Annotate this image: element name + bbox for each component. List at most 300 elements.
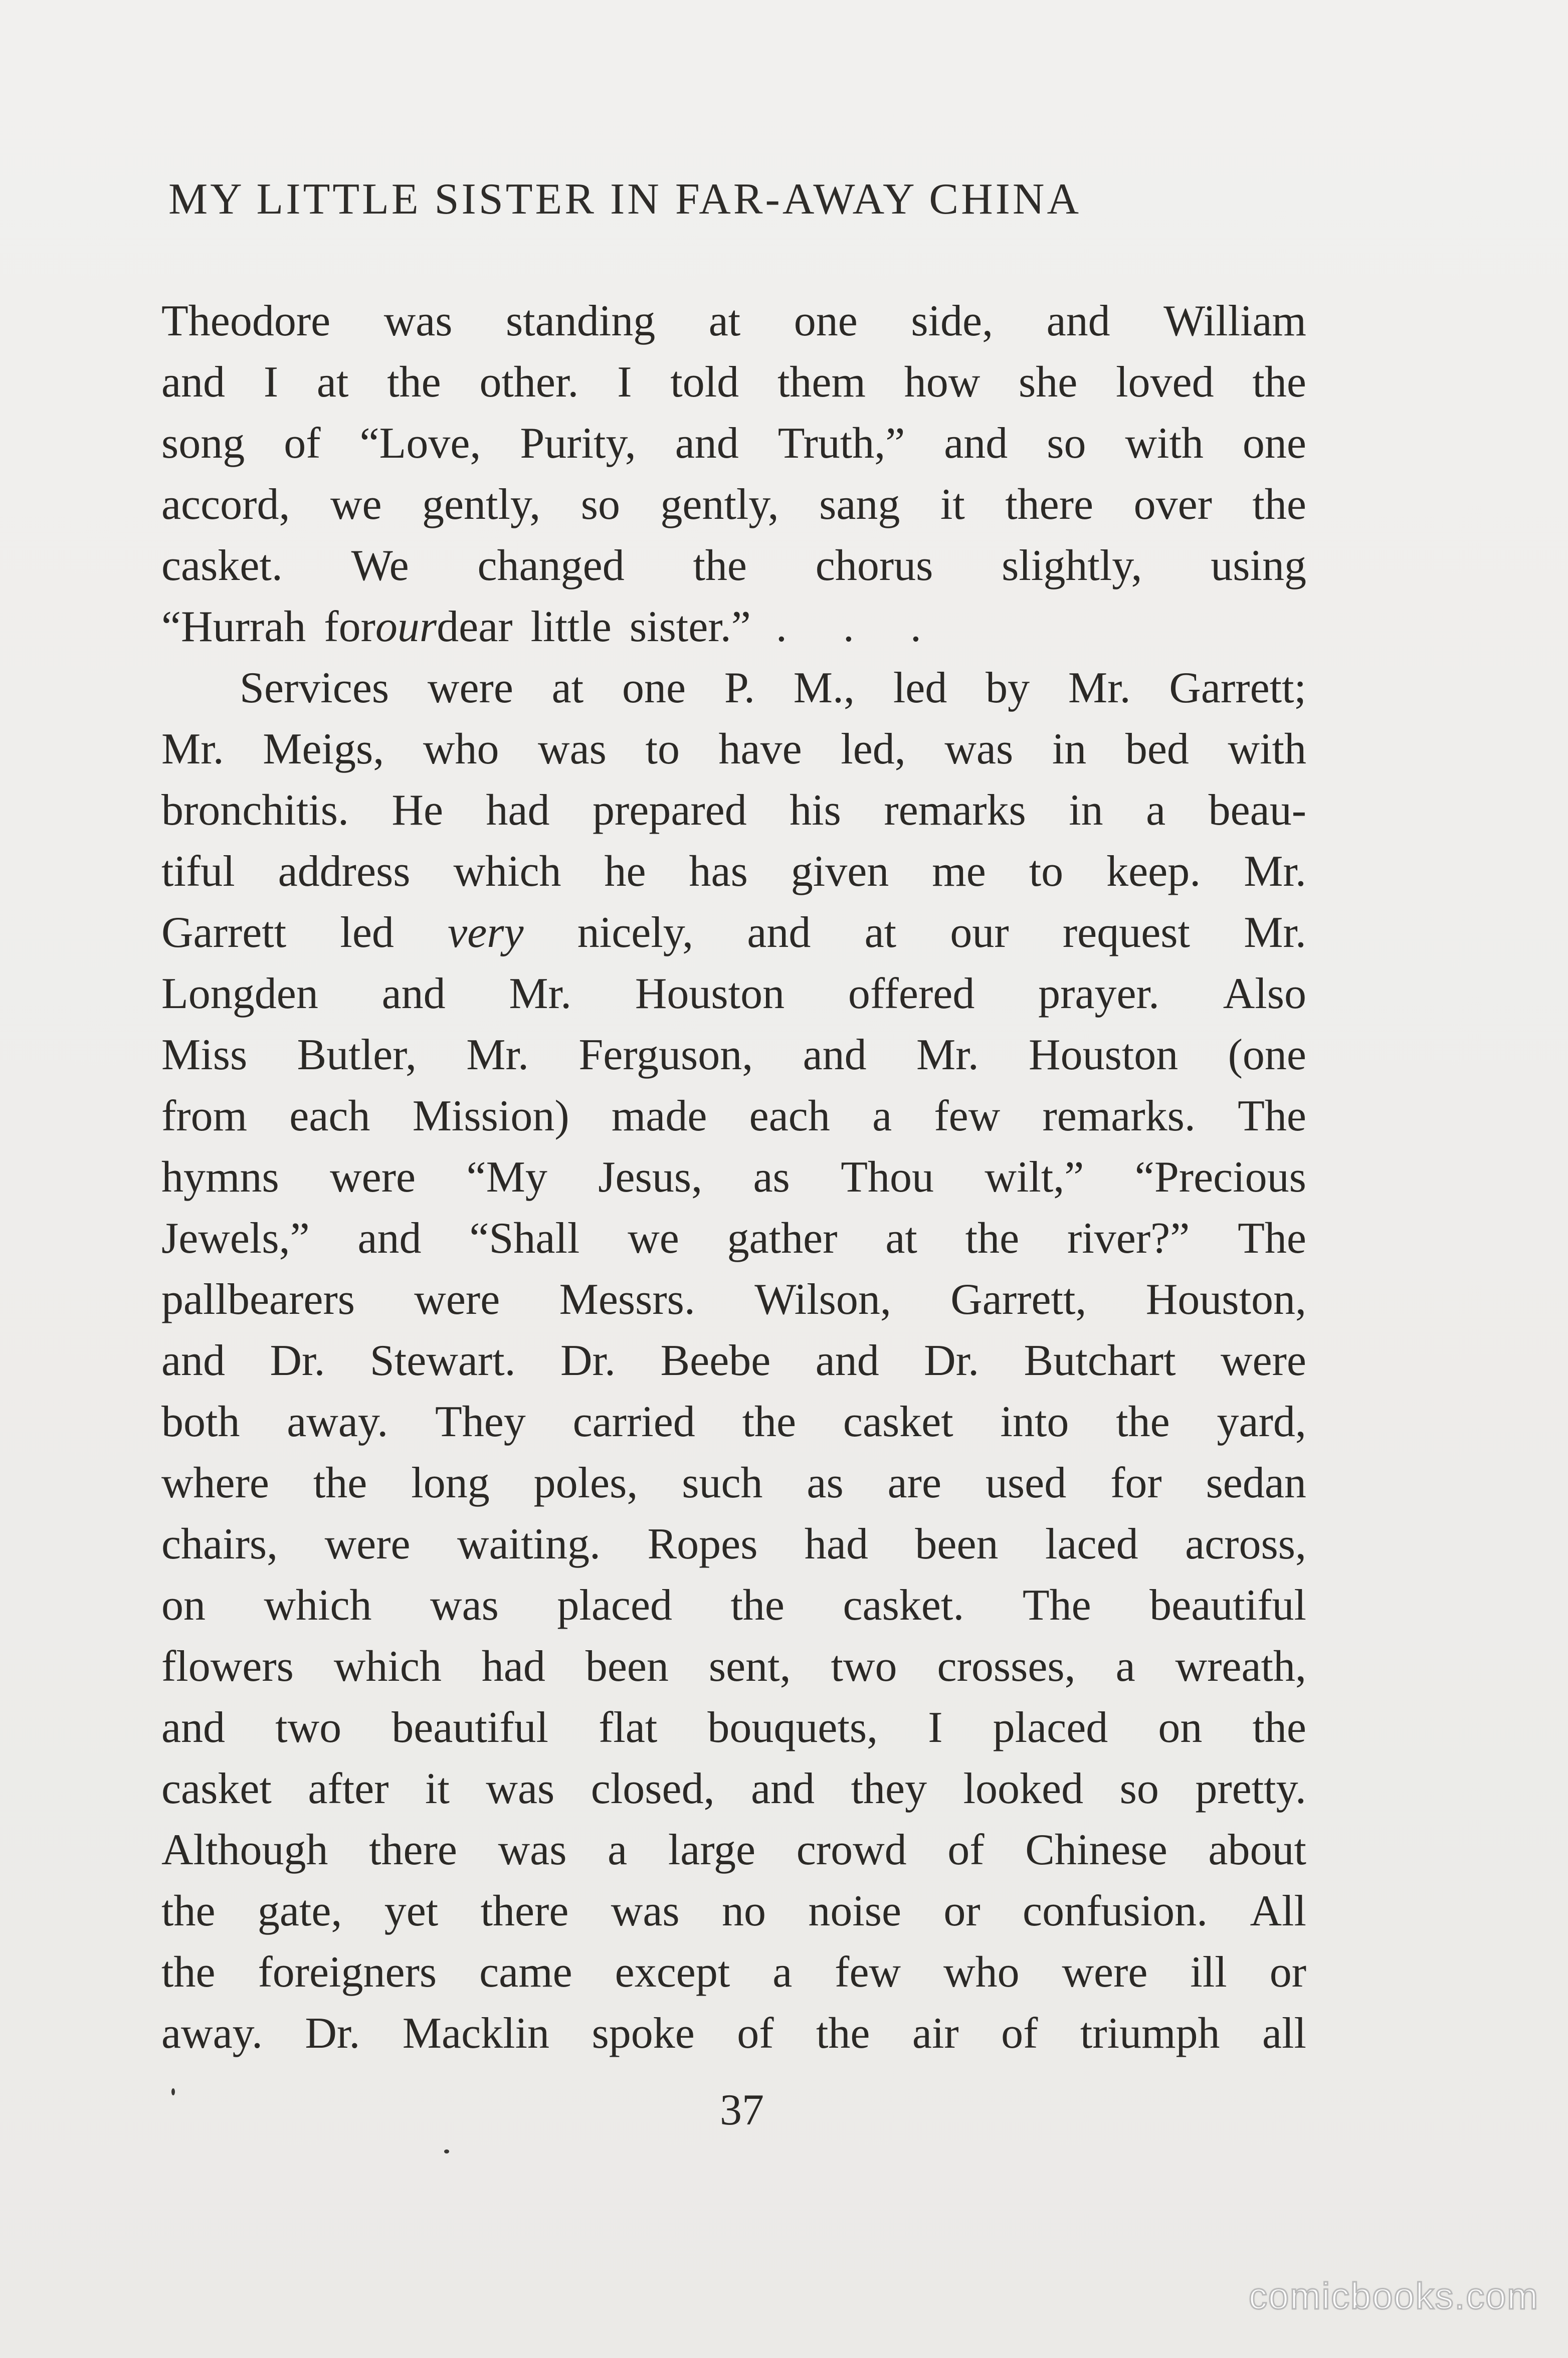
word: flowers	[161, 1642, 294, 1691]
word: was	[498, 1826, 567, 1874]
word: I	[263, 358, 279, 407]
word	[448, 902, 523, 963]
word: made	[611, 1092, 707, 1140]
word: casket	[843, 1398, 953, 1446]
word: a	[1146, 786, 1166, 835]
word: chorus	[815, 541, 933, 590]
word: Stewart.	[369, 1336, 516, 1385]
word	[865, 902, 897, 963]
word: was	[430, 1581, 499, 1630]
word: pallbearers	[161, 1275, 355, 1324]
word: have	[718, 725, 802, 773]
word: placed	[557, 1581, 672, 1630]
word: on	[161, 1581, 206, 1630]
word: the	[161, 1948, 216, 1997]
text-line	[161, 597, 1306, 658]
word: of	[737, 2009, 774, 2058]
text-line	[161, 841, 1306, 902]
word: Services	[240, 664, 389, 712]
word: Ferguson,	[578, 1031, 753, 1079]
word: Mission)	[412, 1092, 569, 1140]
word: by	[986, 664, 1030, 712]
word: keep.	[1106, 847, 1201, 896]
text-line	[161, 719, 1306, 780]
text-line	[161, 535, 1306, 597]
word: he	[604, 847, 646, 896]
text-line	[161, 1881, 1306, 1942]
word: Butchart	[1024, 1336, 1176, 1385]
word: “Love,	[359, 419, 481, 468]
word: looked	[963, 1764, 1084, 1813]
text-segment: Mr.	[1244, 908, 1306, 957]
word: over	[1133, 480, 1212, 529]
word: how	[904, 358, 981, 407]
word: was	[944, 725, 1014, 773]
word: which	[264, 1581, 372, 1630]
text-line	[161, 1330, 1306, 1392]
word: where	[161, 1459, 269, 1507]
word: and	[944, 419, 1008, 468]
word: bronchitis.	[161, 786, 349, 835]
word: to	[645, 725, 680, 773]
body-text	[161, 291, 1306, 2064]
word: Beebe	[660, 1336, 771, 1385]
text-line	[161, 413, 1306, 474]
word: They	[435, 1398, 526, 1446]
word: sang	[819, 480, 900, 529]
word: song	[161, 419, 245, 468]
word: Meigs,	[263, 725, 384, 773]
word: Houston	[1029, 1031, 1179, 1079]
word: Mr.	[161, 725, 224, 773]
page-number: 37	[720, 2086, 764, 2134]
word: (one	[1228, 1031, 1306, 1079]
word: been	[915, 1520, 999, 1568]
word: are	[887, 1459, 942, 1507]
word: with	[1228, 725, 1306, 773]
word: beautiful	[1149, 1581, 1306, 1630]
word: the	[1252, 1703, 1306, 1752]
word: a	[608, 1826, 628, 1874]
text-segment: request	[1062, 908, 1190, 957]
word	[340, 902, 394, 963]
word: it	[940, 480, 965, 529]
text-line	[161, 902, 1306, 963]
word: was	[538, 725, 607, 773]
text-line	[161, 291, 1306, 352]
word: each	[749, 1092, 830, 1140]
word: was	[486, 1764, 555, 1813]
word: were	[324, 1520, 411, 1568]
word: and	[161, 1703, 226, 1752]
word: the	[742, 1398, 797, 1446]
word: they	[851, 1764, 927, 1813]
word: sedan	[1206, 1459, 1306, 1507]
ink-speck	[444, 2149, 449, 2153]
word: from	[161, 1092, 248, 1140]
text-line	[161, 352, 1306, 413]
word: gently,	[422, 480, 541, 529]
text-line	[161, 1758, 1306, 1820]
word: Messrs.	[559, 1275, 695, 1324]
text-line	[161, 1453, 1306, 1514]
text-line	[161, 658, 1306, 719]
word: and	[161, 358, 226, 407]
word: river?”	[1067, 1214, 1190, 1263]
word: had	[804, 1520, 868, 1568]
text-segment: “Hurrah for	[161, 603, 375, 651]
word: sent,	[708, 1642, 791, 1691]
word: at	[551, 664, 584, 712]
word: was	[611, 1887, 680, 1935]
word: as	[807, 1459, 844, 1507]
text-line	[161, 1025, 1306, 1086]
word: We	[351, 541, 409, 590]
word: Houston	[635, 969, 785, 1018]
text-line	[161, 1514, 1306, 1575]
text-segment: Garrett	[161, 908, 287, 957]
word: and	[1046, 297, 1110, 345]
word: the	[1252, 480, 1306, 529]
word: bouquets,	[707, 1703, 878, 1752]
word: Garrett;	[1169, 664, 1306, 712]
word: and	[815, 1336, 879, 1385]
word: Macklin	[402, 2009, 550, 2058]
word: and	[161, 1336, 226, 1385]
text-segment: nicely,	[577, 908, 694, 957]
word: one	[794, 297, 858, 345]
word: Mr.	[916, 1031, 979, 1079]
word: the	[730, 1581, 785, 1630]
word	[747, 902, 811, 963]
word: came	[479, 1948, 572, 1997]
word: led,	[841, 725, 906, 773]
word: on	[1158, 1703, 1203, 1752]
word: there	[480, 1887, 569, 1935]
word: few	[835, 1948, 901, 1997]
word: so	[1047, 419, 1086, 468]
word: bed	[1125, 725, 1189, 773]
word: and	[381, 969, 446, 1018]
word: Dr.	[924, 1336, 979, 1385]
word: chairs,	[161, 1520, 278, 1568]
word: Houston,	[1145, 1275, 1306, 1324]
text-line	[161, 1575, 1306, 1636]
word: gently,	[660, 480, 779, 529]
word: a	[772, 1948, 793, 1997]
word: He	[391, 786, 444, 835]
word: we	[628, 1214, 679, 1263]
word: noise	[808, 1887, 902, 1935]
word: such	[682, 1459, 763, 1507]
word: Dr.	[560, 1336, 616, 1385]
word: Butler,	[297, 1031, 417, 1079]
word: were	[414, 1275, 500, 1324]
word: at	[708, 297, 741, 345]
word: poles,	[533, 1459, 638, 1507]
word: at	[316, 358, 349, 407]
word: them	[777, 358, 866, 407]
word: no	[721, 1887, 766, 1935]
text-line	[161, 780, 1306, 841]
word: Mr.	[1068, 664, 1131, 712]
word: William	[1163, 297, 1306, 345]
word: foreigners	[258, 1948, 437, 1997]
word: waiting.	[457, 1520, 601, 1568]
word: Mr.	[1244, 847, 1306, 896]
word: so	[1119, 1764, 1159, 1813]
word: few	[934, 1092, 1001, 1140]
word: of	[1001, 2009, 1038, 2058]
word: at	[885, 1214, 917, 1263]
word: using	[1211, 541, 1306, 590]
word: “Precious	[1134, 1153, 1306, 1202]
word: except	[615, 1948, 730, 1997]
word: the	[313, 1459, 367, 1507]
text-line	[161, 474, 1306, 535]
word: Chinese	[1025, 1826, 1167, 1874]
word: Ropes	[647, 1520, 758, 1568]
word: across,	[1185, 1520, 1306, 1568]
word: changed	[477, 541, 625, 590]
word: two	[831, 1642, 897, 1691]
word: beau-	[1208, 786, 1306, 835]
text-line	[161, 1636, 1306, 1697]
watermark: comicbooks.com	[1248, 2275, 1539, 2317]
word: in	[1069, 786, 1103, 835]
word: address	[278, 847, 411, 896]
word: Truth,”	[777, 419, 905, 468]
word: offered	[848, 969, 975, 1018]
word: casket	[161, 1764, 272, 1813]
word: Wilson,	[754, 1275, 891, 1324]
word: had	[486, 786, 550, 835]
word: Thou	[841, 1153, 934, 1202]
word: of	[947, 1826, 985, 1874]
word: were	[1062, 1948, 1148, 1997]
italic-word: our	[375, 603, 437, 651]
text-line	[161, 1942, 1306, 2003]
text-line	[161, 1147, 1306, 1208]
word: Jesus,	[598, 1153, 703, 1202]
word: Longden	[161, 969, 318, 1018]
word: each	[289, 1092, 370, 1140]
word: gate,	[257, 1887, 342, 1935]
word: which	[333, 1642, 442, 1691]
word: or	[1269, 1948, 1306, 1997]
word: we	[330, 480, 382, 529]
word: pretty.	[1195, 1764, 1306, 1813]
word: “My	[466, 1153, 547, 1202]
word: The	[1238, 1092, 1306, 1140]
word: confusion.	[1023, 1887, 1208, 1935]
word: and	[675, 419, 739, 468]
word: air	[912, 2009, 959, 2058]
word: yet	[384, 1887, 439, 1935]
word: as	[753, 1153, 790, 1202]
word: for	[1110, 1459, 1162, 1507]
word: the	[693, 541, 747, 590]
word: all	[1262, 2009, 1306, 2058]
word: which	[453, 847, 561, 896]
word: the	[387, 358, 441, 407]
word: were	[1220, 1336, 1306, 1385]
word: Although	[161, 1826, 328, 1874]
word: Mr.	[466, 1031, 529, 1079]
word	[577, 902, 693, 963]
word: wreath,	[1175, 1642, 1306, 1691]
word: carried	[572, 1398, 695, 1446]
word: with	[1125, 419, 1204, 468]
word: of	[284, 419, 321, 468]
word: Miss	[161, 1031, 248, 1079]
text-line	[161, 1208, 1306, 1269]
word: about	[1208, 1826, 1306, 1874]
text-line	[161, 2003, 1306, 2064]
word: closed,	[591, 1764, 715, 1813]
word	[1063, 902, 1190, 963]
word: away.	[161, 2009, 263, 2058]
word: crosses,	[937, 1642, 1076, 1691]
word: and	[357, 1214, 422, 1263]
word: side,	[911, 297, 994, 345]
word: there	[369, 1826, 457, 1874]
word: two	[275, 1703, 342, 1752]
word: the	[1116, 1398, 1170, 1446]
word: prepared	[592, 786, 747, 835]
word: prayer.	[1038, 969, 1159, 1018]
word: were	[330, 1153, 416, 1202]
word: remarks	[884, 786, 1026, 835]
word: in	[1052, 725, 1087, 773]
word: one	[1242, 419, 1306, 468]
word: other.	[479, 358, 579, 407]
word: told	[670, 358, 739, 407]
word: triumph	[1080, 2009, 1220, 2058]
word: tiful	[161, 847, 235, 896]
word: laced	[1045, 1520, 1138, 1568]
word	[950, 902, 1009, 963]
word: The	[1238, 1214, 1306, 1263]
word: after	[308, 1764, 389, 1813]
word: crowd	[796, 1826, 907, 1874]
word: into	[1000, 1398, 1069, 1446]
word: casket.	[161, 541, 283, 590]
text-line	[161, 1392, 1306, 1453]
text-line	[161, 1086, 1306, 1147]
word: away.	[287, 1398, 388, 1446]
word: I	[928, 1703, 943, 1752]
word: yard,	[1217, 1398, 1306, 1446]
word: the	[816, 2009, 870, 2058]
word: flat	[599, 1703, 658, 1752]
text-line	[161, 963, 1306, 1025]
word: hymns	[161, 1153, 279, 1202]
word: All	[1250, 1887, 1306, 1935]
word: casket.	[843, 1581, 964, 1630]
word: remarks.	[1042, 1092, 1196, 1140]
word: Also	[1223, 969, 1306, 1018]
word: had	[481, 1642, 545, 1691]
word: a	[1115, 1642, 1135, 1691]
word: Jewels,”	[161, 1214, 310, 1263]
word: used	[985, 1459, 1067, 1507]
word: his	[790, 786, 841, 835]
word: there	[1005, 480, 1094, 529]
word: she	[1019, 358, 1078, 407]
word: large	[668, 1826, 756, 1874]
word: Garrett,	[950, 1275, 1087, 1324]
word: me	[932, 847, 986, 896]
word: been	[585, 1642, 669, 1691]
italic-word: very	[448, 908, 524, 957]
word: one	[622, 664, 686, 712]
word: or	[943, 1887, 981, 1935]
word: Dr.	[305, 2009, 360, 2058]
word: a	[872, 1092, 892, 1140]
word: given	[791, 847, 889, 896]
word: M.,	[793, 664, 855, 712]
word: who	[943, 1948, 1020, 1997]
text-line	[161, 1820, 1306, 1881]
word: and	[751, 1764, 815, 1813]
word: to	[1029, 847, 1064, 896]
word: has	[689, 847, 748, 896]
text-segment: led	[340, 908, 394, 957]
text-line	[161, 1269, 1306, 1330]
text-segment: dear little sister.”	[437, 603, 751, 651]
word: Purity,	[520, 419, 636, 468]
word: Theodore	[161, 297, 331, 345]
word: the	[161, 1887, 216, 1935]
word: placed	[993, 1703, 1108, 1752]
word: the	[1252, 358, 1306, 407]
word: was	[383, 297, 453, 345]
word: gather	[727, 1214, 838, 1263]
word: Mr.	[509, 969, 572, 1018]
running-head: MY LITTLE SISTER IN FAR-AWAY CHINA	[168, 175, 1082, 224]
word: “Shall	[469, 1214, 580, 1263]
word: P.	[724, 664, 755, 712]
word: long	[411, 1459, 490, 1507]
word: and	[803, 1031, 867, 1079]
word: beautiful	[391, 1703, 548, 1752]
word	[161, 902, 286, 963]
ellipsis: . . .	[775, 603, 940, 651]
word: led	[893, 664, 947, 712]
word: the	[965, 1214, 1020, 1263]
word: wilt,”	[985, 1153, 1084, 1202]
word: slightly,	[1002, 541, 1142, 590]
word: so	[580, 480, 620, 529]
text-segment: and	[747, 908, 811, 957]
word: spoke	[592, 2009, 695, 2058]
word: who	[423, 725, 499, 773]
word: ill	[1190, 1948, 1227, 1997]
ink-speck	[171, 2088, 175, 2095]
word	[1244, 902, 1306, 963]
word: I	[617, 358, 632, 407]
text-segment: at	[864, 908, 897, 957]
word: loved	[1116, 358, 1214, 407]
word: it	[425, 1764, 450, 1813]
word: standing	[506, 297, 656, 345]
word: both	[161, 1398, 240, 1446]
word: Dr.	[270, 1336, 325, 1385]
word: The	[1022, 1581, 1091, 1630]
text-line	[161, 1697, 1306, 1758]
text-segment: our	[950, 908, 1009, 957]
